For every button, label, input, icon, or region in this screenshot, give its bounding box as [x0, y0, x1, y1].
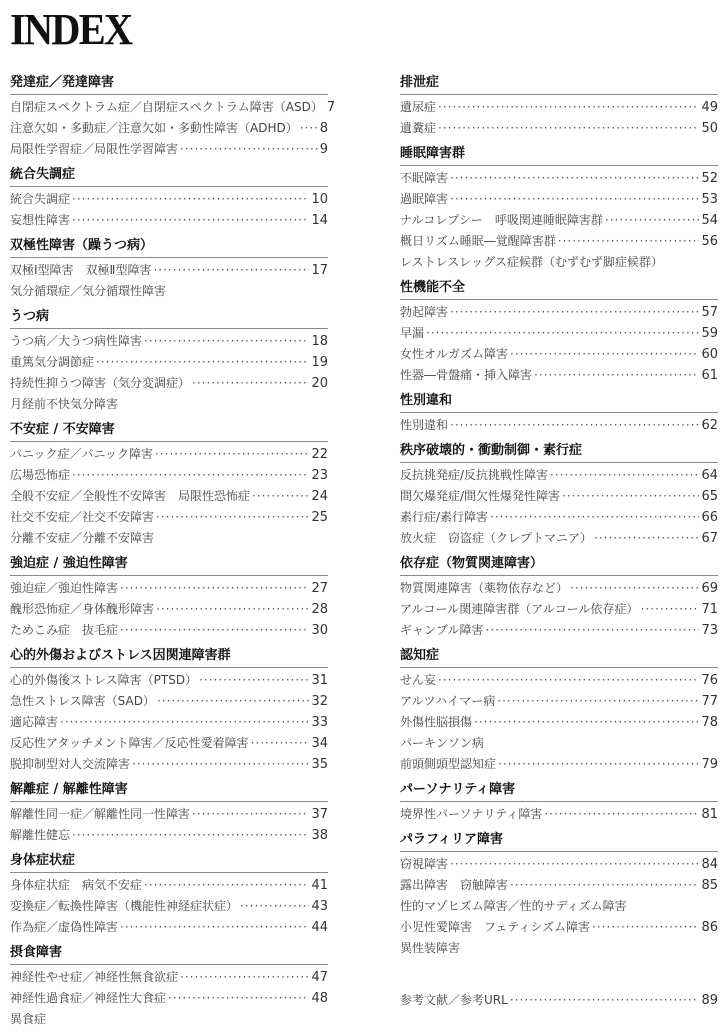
dot-leader [474, 712, 699, 733]
index-section [10, 421, 328, 549]
entry-label: 妄想性障害 [10, 213, 71, 227]
entry-label: 適応障害 [10, 715, 59, 729]
index-entry[interactable] [10, 917, 328, 938]
page-number: 24 [311, 489, 328, 504]
section-heading: 依存症（物質関連障害） [400, 555, 718, 576]
entry-label: 性器―骨盤痛・挿入障害 [400, 368, 533, 382]
section-heading: 発達症／発達障害 [10, 74, 328, 95]
page-title: INDEX [10, 5, 132, 54]
dot-leader [153, 260, 309, 281]
index-entry[interactable] [400, 875, 718, 896]
index-entry[interactable] [10, 352, 328, 373]
index-entry[interactable] [10, 118, 328, 139]
page-number: 66 [701, 510, 718, 525]
page-number: 69 [701, 581, 718, 596]
index-entry[interactable] [400, 97, 718, 118]
dot-leader [550, 465, 699, 486]
index-entry[interactable] [10, 712, 328, 733]
entry-label: 反応性アタッチメント障害／反応性愛着障害 [10, 736, 249, 750]
index-entry[interactable] [10, 507, 328, 528]
page-number: 77 [701, 694, 718, 709]
entry-label: 概日リズム睡眠―覚醒障害群 [400, 234, 556, 248]
dot-leader [426, 323, 699, 344]
page-number: 62 [701, 418, 718, 433]
index-entry[interactable] [10, 988, 328, 1009]
section-heading: 統合失調症 [10, 166, 328, 187]
section-heading: 双極性障害（躁うつ病） [10, 237, 328, 258]
index-entry[interactable] [400, 507, 718, 528]
index-section [10, 781, 328, 846]
entry-label: 遺糞症 [400, 121, 437, 135]
entry-label: せん妄 [400, 673, 437, 687]
dot-leader [510, 990, 700, 1011]
index-section [10, 74, 336, 160]
page-number: 27 [311, 581, 328, 596]
index-entry[interactable] [10, 486, 328, 507]
index-entry[interactable] [400, 189, 718, 210]
dot-leader [592, 917, 699, 938]
entry-label: 神経性過食症／神経性大食症 [10, 991, 167, 1005]
index-entry[interactable] [400, 917, 718, 938]
page-number: 37 [311, 807, 328, 822]
page-number: 86 [701, 920, 718, 935]
page-number: 49 [701, 100, 718, 115]
entry-label: 広場恐怖症 [10, 468, 71, 482]
index-section [10, 944, 328, 1030]
dot-leader [558, 231, 700, 252]
entry-label: ギャンブル障害 [400, 623, 484, 637]
entry-label: 異食症 [10, 1012, 47, 1026]
index-entry[interactable] [400, 302, 718, 323]
entry-label: 参考文献／参考URL [400, 993, 508, 1007]
index-section [400, 781, 718, 825]
index-section [400, 555, 718, 641]
page-number: 28 [311, 602, 328, 617]
page-number: 35 [311, 757, 328, 772]
index-entry[interactable] [400, 465, 718, 486]
dot-leader [498, 754, 699, 775]
index-entry[interactable] [10, 331, 328, 352]
index-entry[interactable] [10, 189, 328, 210]
dot-leader [534, 365, 699, 386]
index-section [400, 647, 718, 775]
page-number: 52 [701, 171, 718, 186]
index-entry[interactable] [400, 733, 718, 754]
entry-label: 不眠障害 [400, 171, 449, 185]
entry-label: 早漏 [400, 326, 425, 340]
page-number: 61 [701, 368, 718, 383]
entry-label: 前頭側頭型認知症 [400, 757, 497, 771]
dot-leader [510, 344, 699, 365]
entry-label: 性的マゾヒズム障害／性的サディズム障害 [400, 899, 627, 913]
entry-label: 醜形恐怖症／身体醜形障害 [10, 602, 155, 616]
entry-label: アルコール関連障害群（アルコール依存症） [400, 602, 639, 616]
entry-label: 分離不安症／分離不安障害 [10, 531, 155, 545]
dot-leader [155, 444, 309, 465]
index-entry[interactable] [400, 486, 718, 507]
entry-label: 脱抑制型対人交流障害 [10, 757, 131, 771]
entry-label: 局限性学習症／局限性学習障害 [10, 142, 179, 156]
dot-leader [450, 302, 699, 323]
index-entry[interactable] [10, 620, 328, 641]
entry-label: 心的外傷後ストレス障害（PTSD） [10, 673, 198, 687]
entry-label: 重篤気分調節症 [10, 355, 95, 369]
index-entry[interactable] [10, 599, 328, 620]
entry-label: 性別違和 [400, 418, 449, 432]
dot-leader [450, 415, 699, 436]
entry-label: 社交不安症／社交不安障害 [10, 510, 155, 524]
entry-label: 双極Ⅰ型障害 双極Ⅱ型障害 [10, 263, 152, 277]
entry-label: 素行症/素行障害 [400, 510, 489, 524]
dot-leader [180, 967, 309, 988]
section-heading: 身体症状症 [10, 852, 328, 873]
section-heading: 摂食障害 [10, 944, 328, 965]
section-heading: 秩序破壊的・衝動制御・素行症 [400, 442, 718, 463]
entry-label: 境界性パーソナリティ障害 [400, 807, 543, 821]
index-entry[interactable] [10, 804, 328, 825]
page-number: 44 [311, 920, 328, 935]
page-number: 81 [701, 807, 718, 822]
section-heading: 睡眠障害群 [400, 145, 718, 166]
section-heading: 強迫症 / 強迫性障害 [10, 555, 328, 576]
entry-label: 遺尿症 [400, 100, 437, 114]
page-number: 20 [311, 376, 328, 391]
index-section [10, 237, 328, 302]
page-number: 33 [311, 715, 328, 730]
index-entry[interactable] [10, 465, 328, 486]
index-section [400, 392, 718, 436]
page-number: 22 [311, 447, 328, 462]
index-entry[interactable] [10, 373, 328, 394]
entry-label: 全般不安症／全般性不安障害 局限性恐怖症 [10, 489, 251, 503]
index-section [10, 166, 328, 231]
entry-label: 放火症 窃盗症（クレプトマニア） [400, 531, 593, 545]
dot-leader [486, 620, 700, 641]
entry-label: 解離性健忘 [10, 828, 71, 842]
page-number: 64 [701, 468, 718, 483]
index-entry[interactable] [400, 691, 718, 712]
index-entry[interactable] [400, 938, 718, 959]
dot-leader [562, 486, 699, 507]
entry-label: ためこみ症 抜毛症 [10, 623, 119, 637]
entry-label: 持続性抑うつ障害（気分変調症） [10, 376, 191, 390]
page-number: 60 [701, 347, 718, 362]
page-number: 19 [311, 355, 328, 370]
page-number: 14 [311, 213, 328, 228]
entry-label: 露出障害 窃触障害 [400, 878, 509, 892]
entry-label: 反抗挑発症/反抗挑戦性障害 [400, 468, 549, 482]
page-number: 30 [311, 623, 328, 638]
index-entry[interactable] [10, 875, 328, 896]
index-section [400, 831, 718, 959]
index-section [10, 852, 328, 938]
section-heading: 認知症 [400, 647, 718, 668]
index-entry[interactable] [400, 231, 718, 252]
index-section [400, 279, 718, 386]
index-entry[interactable] [400, 804, 718, 825]
dot-leader [96, 352, 309, 373]
index-entry[interactable] [400, 344, 718, 365]
section-heading: 性機能不全 [400, 279, 718, 300]
dot-leader [60, 712, 309, 733]
entry-label: 物質関連障害（薬物依存など） [400, 581, 569, 595]
dot-leader [570, 578, 699, 599]
page-number: 9 [319, 142, 328, 157]
page-number: 48 [311, 991, 328, 1006]
dot-leader [450, 168, 699, 189]
page-number: 8 [319, 121, 328, 136]
page-number: 17 [311, 263, 328, 278]
index-section [400, 145, 718, 273]
references-entry [400, 990, 718, 1011]
dot-leader [438, 97, 699, 118]
entry-label: 作為症／虚偽性障害 [10, 920, 119, 934]
entry-label: 間欠爆発症/間欠性爆発性障害 [400, 489, 561, 503]
dot-leader [132, 754, 309, 775]
page-number: 43 [311, 899, 328, 914]
dot-leader [144, 875, 309, 896]
index-entry[interactable] [400, 578, 718, 599]
page-number: 67 [701, 531, 718, 546]
entry-label: パニック症／パニック障害 [10, 447, 154, 461]
entry-label: 解離性同一症／解離性同一性障害 [10, 807, 191, 821]
index-entry[interactable] [10, 896, 328, 917]
entry-label: 注意欠如・多動症／注意欠如・多動性障害（ADHD） [10, 121, 298, 135]
index-entry[interactable] [400, 599, 718, 620]
entry-label: 神経性やせ症／神経性無食欲症 [10, 970, 179, 984]
index-entry[interactable] [10, 281, 328, 302]
entry-label: 変換症／転換性障害（機能性神経症状症） [10, 899, 239, 913]
index-entry[interactable] [400, 252, 718, 273]
entry-label: 外傷性脳損傷 [400, 715, 473, 729]
page-number: 10 [311, 192, 328, 207]
index-entry[interactable] [400, 990, 718, 1011]
page-number: 84 [701, 857, 718, 872]
page-number: 56 [701, 234, 718, 249]
index-entry[interactable] [10, 139, 328, 160]
dot-leader [120, 620, 309, 641]
page-number: 71 [701, 602, 718, 617]
page-number: 85 [701, 878, 718, 893]
index-column-left [10, 74, 336, 1036]
index-entry[interactable] [400, 323, 718, 344]
section-heading: うつ病 [10, 308, 328, 329]
index-entry[interactable] [400, 210, 718, 231]
index-entry[interactable] [10, 691, 328, 712]
page-number: 18 [311, 334, 328, 349]
entry-label: 気分循環症／気分循環性障害 [10, 284, 167, 298]
entry-label: 自閉症スペクトラム症／自閉症スペクトラム障害（ASD） [10, 100, 323, 114]
entry-label: 統合失調症 [10, 192, 71, 206]
entry-label: 女性オルガズム障害 [400, 347, 509, 361]
index-column-right [400, 74, 718, 965]
dot-leader [72, 189, 309, 210]
dot-leader [192, 373, 309, 394]
entry-label: ナルコレプシー 呼吸関連睡眠障害群 [400, 213, 603, 227]
index-section [10, 647, 328, 775]
page-number: 76 [701, 673, 718, 688]
page-number: 7 [326, 100, 336, 115]
index-entry[interactable] [400, 168, 718, 189]
index-entry[interactable] [10, 825, 328, 846]
section-heading: パーソナリティ障害 [400, 781, 718, 802]
dot-leader [72, 825, 309, 846]
dot-leader [605, 210, 700, 231]
section-heading: 解離症 / 解離性障害 [10, 781, 328, 802]
dot-leader [252, 486, 309, 507]
index-entry[interactable] [10, 394, 328, 415]
index-entry[interactable] [10, 733, 328, 754]
entry-label: 窃視障害 [400, 857, 449, 871]
index-entry[interactable] [10, 97, 336, 118]
dot-leader [450, 189, 699, 210]
section-heading: 排泄症 [400, 74, 718, 95]
index-entry[interactable] [400, 528, 718, 549]
page-number: 41 [311, 878, 328, 893]
page-number: 89 [701, 993, 718, 1008]
index-entry[interactable] [10, 670, 328, 691]
section-heading: 不安症 / 不安障害 [10, 421, 328, 442]
page-number: 32 [311, 694, 328, 709]
dot-leader [641, 599, 700, 620]
dot-leader [497, 691, 699, 712]
index-entry[interactable] [400, 415, 718, 436]
index-section [10, 308, 328, 415]
section-heading: 心的外傷およびストレス因関連障害群 [10, 647, 328, 668]
entry-label: 過眠障害 [400, 192, 449, 206]
page-number: 54 [701, 213, 718, 228]
index-entry[interactable] [10, 967, 328, 988]
dot-leader [490, 507, 699, 528]
page-number: 25 [311, 510, 328, 525]
dot-leader [240, 896, 309, 917]
entry-label: 異性装障害 [400, 941, 461, 955]
dot-leader [144, 331, 309, 352]
dot-leader [192, 804, 309, 825]
dot-leader [544, 804, 699, 825]
dot-leader [300, 118, 318, 139]
index-entry[interactable] [10, 1009, 328, 1030]
index-section [400, 74, 718, 139]
index-section [400, 442, 718, 549]
index-entry[interactable] [10, 528, 328, 549]
index-entry[interactable] [400, 620, 718, 641]
index-section [10, 555, 328, 641]
entry-label: 月経前不快気分障害 [10, 397, 119, 411]
entry-label: 小児性愛障害 フェティシズム障害 [400, 920, 591, 934]
dot-leader [510, 875, 699, 896]
page-number: 50 [701, 121, 718, 136]
dot-leader [251, 733, 310, 754]
dot-leader [594, 528, 699, 549]
index-entry[interactable] [10, 260, 328, 281]
page-number: 59 [701, 326, 718, 341]
entry-label: うつ病／大うつ病性障害 [10, 334, 143, 348]
dot-leader [180, 139, 318, 160]
page-number: 23 [311, 468, 328, 483]
dot-leader [438, 670, 699, 691]
dot-leader [450, 854, 699, 875]
entry-label: 急性ストレス障害（SAD） [10, 694, 155, 708]
page-number: 57 [701, 305, 718, 320]
page-number: 79 [701, 757, 718, 772]
section-heading: 性別違和 [400, 392, 718, 413]
dot-leader [157, 691, 310, 712]
section-heading: パラフィリア障害 [400, 831, 718, 852]
dot-leader [72, 465, 309, 486]
dot-leader [72, 210, 309, 231]
index-entry[interactable] [400, 754, 718, 775]
page-number: 47 [311, 970, 328, 985]
page-number: 73 [701, 623, 718, 638]
page-number: 31 [311, 673, 328, 688]
dot-leader [168, 988, 309, 1009]
page-number: 53 [701, 192, 718, 207]
index-entry[interactable] [10, 444, 328, 465]
page-number: 34 [311, 736, 328, 751]
entry-label: パーキンソン病 [400, 736, 484, 750]
index-entry[interactable] [400, 118, 718, 139]
entry-label: 勃起障害 [400, 305, 449, 319]
entry-label: レストレスレッグス症候群（むずむず脚症候群） [400, 255, 664, 269]
page-number: 38 [311, 828, 328, 843]
entry-label: アルツハイマー病 [400, 694, 496, 708]
index-entry[interactable] [10, 210, 328, 231]
dot-leader [438, 118, 699, 139]
index-entry[interactable] [400, 670, 718, 691]
entry-label: 強迫症／強迫性障害 [10, 581, 119, 595]
index-entry[interactable] [400, 365, 718, 386]
index-entry[interactable] [400, 712, 718, 733]
index-entry[interactable] [400, 896, 718, 917]
dot-leader [156, 599, 309, 620]
entry-label: 身体症状症 病気不安症 [10, 878, 143, 892]
page-number: 65 [701, 489, 718, 504]
dot-leader [199, 670, 309, 691]
page-number: 78 [701, 715, 718, 730]
index-entry[interactable] [10, 578, 328, 599]
dot-leader [120, 578, 309, 599]
dot-leader [156, 507, 309, 528]
index-entry[interactable] [10, 754, 328, 775]
dot-leader [120, 917, 309, 938]
index-entry[interactable] [400, 854, 718, 875]
